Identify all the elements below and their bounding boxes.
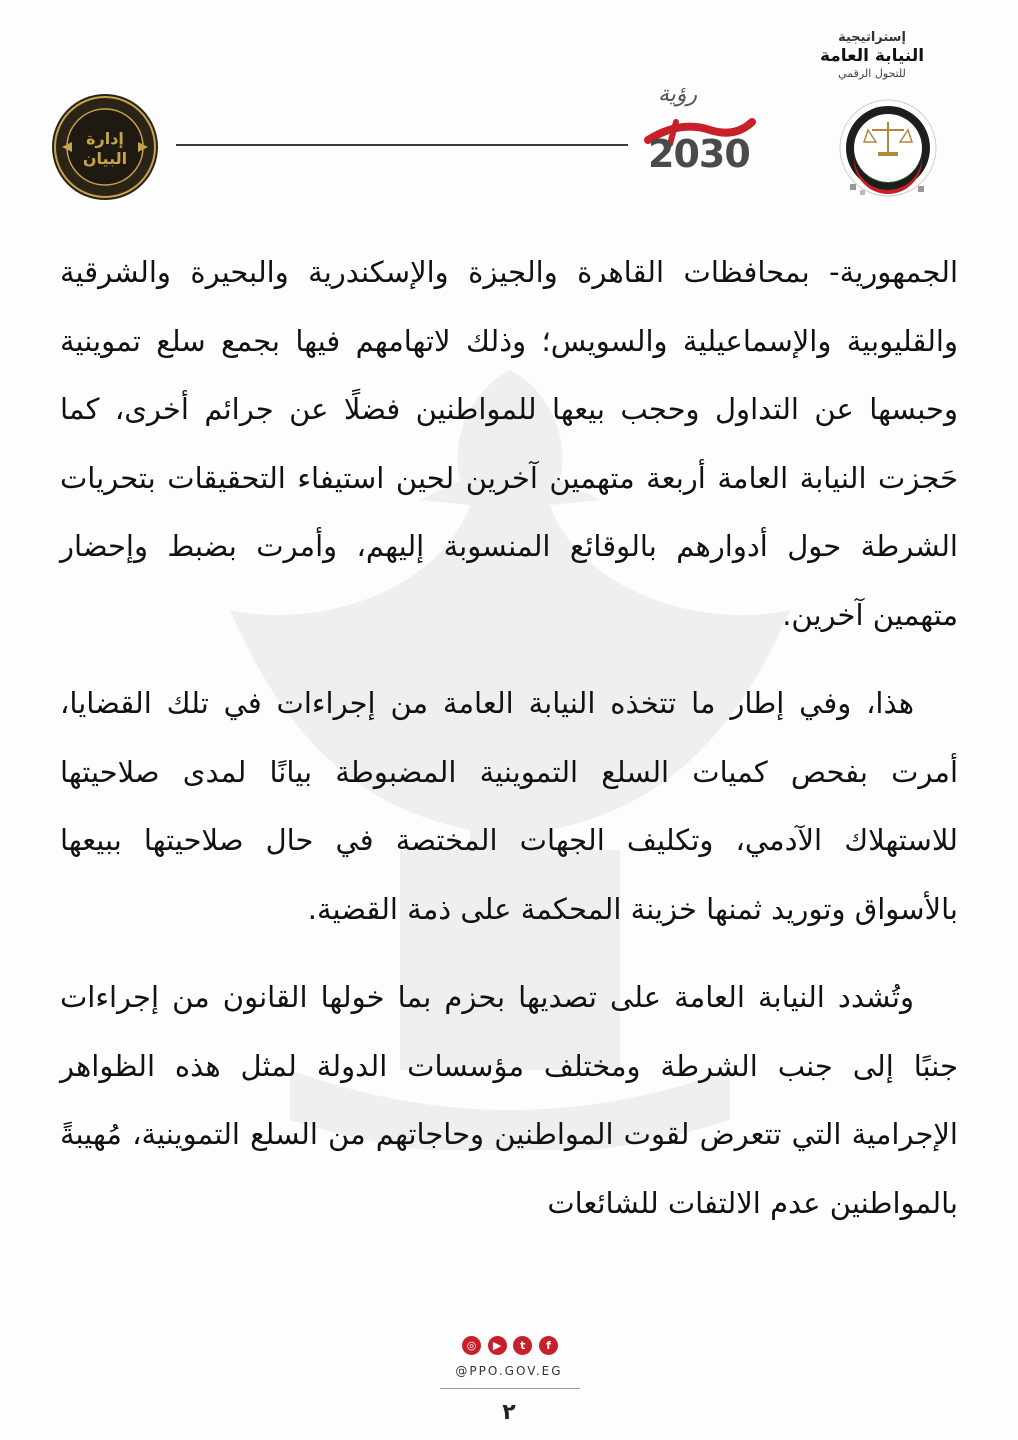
document-body bbox=[60, 238, 958, 1257]
page-number: ٢ bbox=[502, 1400, 516, 1425]
public-prosecution-seal-icon bbox=[838, 98, 938, 198]
vision-word: رؤية bbox=[658, 82, 698, 107]
strategy-line-2: النيابة العامة bbox=[819, 46, 925, 66]
svg-text:إدارة: إدارة bbox=[86, 129, 124, 148]
youtube-icon[interactable]: ▶ bbox=[488, 1336, 507, 1355]
social-icons-row bbox=[462, 1336, 558, 1356]
twitter-icon[interactable]: t bbox=[513, 1336, 532, 1355]
instagram-icon[interactable]: ◎ bbox=[462, 1336, 481, 1355]
body-paragraph-2: هذا، وفي إطار ما تتخذه النيابة العامة من إجراءات في تلك القضايا، أمرت بفحص كميات السلع التموينية المضبوطة بيانًا لمدى صلاحيتها للاستهلاك الآدمي، وتكليف الجهات المختصة في حال صلاحيتها ببيعها بالأسواق وتوريد ثمنها خزينة المحكمة على ذمة القضية. bbox=[60, 686, 958, 926]
digital-strategy-logo-text bbox=[802, 30, 942, 80]
body-paragraph-1: الجمهورية- بمحافظات القاهرة والجيزة والإسكندرية والبحيرة والشرقية والقليوبية والإسماعيلية والسويس؛ وذلك لاتهامهم فيها بجمع سلع تموينية وحبسها عن التداول وحجب بيعها للمواطنين فضلًا عن جرائم أخرى، كما حَجزت النيابة العامة أربعة متهمين آخرين لحين استيفاء التحقيقات بتحريات الشرطة حول أدوارهم بالوقائع المنسوبة إليهم، وأمرت بضبط وإحضار متهمين آخرين. bbox=[60, 255, 958, 632]
page-footer bbox=[0, 1330, 1018, 1440]
social-handle[interactable]: @PPO.GOV.EG bbox=[455, 1364, 563, 1378]
svg-text:البيان: البيان bbox=[82, 149, 128, 168]
strategy-line-3: للتحول الرقمي bbox=[838, 67, 906, 80]
footer-divider bbox=[440, 1388, 580, 1389]
header-divider bbox=[176, 144, 628, 146]
page-header bbox=[0, 20, 1018, 220]
egypt-vision-2030-logo bbox=[640, 82, 770, 192]
body-paragraph-3: وتُشدد النيابة العامة على تصديها بحزم بما خولها القانون من إجراءات جنبًا إلى جنب الشرطة ومختلف مؤسسات الدولة لمثل هذه الظواهر الإجرامية التي تتعرض لقوت المواطنين وحاجاتهم من السلع التموينية، مُهيبةً بالمواطنين عدم الالتفات للشائعات bbox=[60, 980, 958, 1220]
strategy-line-1: إستراتيجية bbox=[838, 30, 906, 45]
facebook-icon[interactable]: f bbox=[539, 1336, 558, 1355]
vision-year: 2030 bbox=[648, 132, 750, 176]
media-department-seal-icon bbox=[50, 92, 160, 202]
